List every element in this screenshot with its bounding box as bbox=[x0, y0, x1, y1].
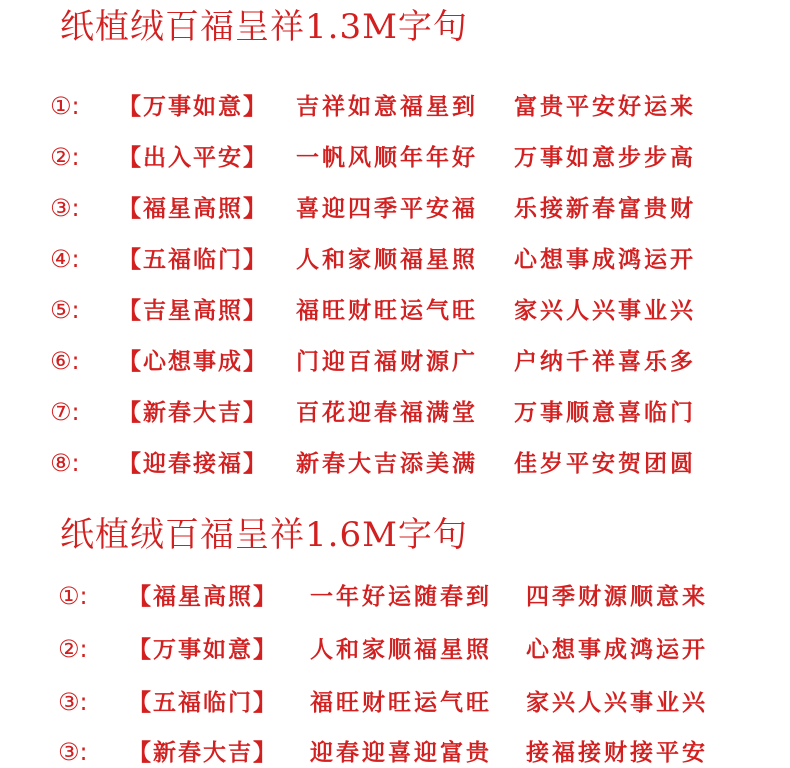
item-phrase-first: 门迎百福财源广 bbox=[296, 347, 478, 375]
item-keyword: 【五福临门】 bbox=[118, 245, 268, 273]
item-phrase-first: 人和家顺福星照 bbox=[310, 635, 492, 663]
section-title: 纸植绒百福呈祥1.3M字句 bbox=[60, 7, 468, 47]
item-phrase-second: 心想事成鸿运开 bbox=[526, 635, 708, 663]
item-phrase-second: 万事如意步步高 bbox=[514, 143, 696, 171]
item-phrase-second: 家兴人兴事业兴 bbox=[526, 688, 708, 716]
item-number: ③: bbox=[58, 738, 88, 766]
item-number: ④: bbox=[50, 245, 80, 273]
list-item bbox=[58, 633, 708, 665]
list-item bbox=[50, 243, 696, 275]
item-phrase-second: 四季财源顺意来 bbox=[526, 582, 708, 610]
item-number: ⑤: bbox=[50, 296, 80, 324]
item-number: ⑥: bbox=[50, 347, 80, 375]
item-keyword: 【心想事成】 bbox=[118, 347, 268, 375]
list-item bbox=[50, 345, 696, 377]
item-phrase-first: 一帆风顺年年好 bbox=[296, 143, 478, 171]
item-number: ⑦: bbox=[50, 398, 80, 426]
item-phrase-second: 接福接财接平安 bbox=[526, 738, 708, 766]
item-phrase-second: 万事顺意喜临门 bbox=[514, 398, 696, 426]
item-phrase-first: 百花迎春福满堂 bbox=[296, 398, 478, 426]
item-keyword: 【迎春接福】 bbox=[118, 449, 268, 477]
list-item bbox=[58, 580, 708, 612]
item-phrase-second: 家兴人兴事业兴 bbox=[514, 296, 696, 324]
item-phrase-second: 佳岁平安贺团圆 bbox=[514, 449, 696, 477]
list-item bbox=[50, 447, 696, 479]
item-keyword: 【出入平安】 bbox=[118, 143, 268, 171]
item-phrase-second: 户纳千祥喜乐多 bbox=[514, 347, 696, 375]
item-keyword: 【五福临门】 bbox=[128, 688, 278, 716]
item-number: ①: bbox=[50, 92, 80, 120]
item-phrase-first: 一年好运随春到 bbox=[310, 582, 492, 610]
item-phrase-first: 福旺财旺运气旺 bbox=[310, 688, 492, 716]
item-number: ①: bbox=[58, 582, 88, 610]
item-phrase-second: 乐接新春富贵财 bbox=[514, 194, 696, 222]
list-item bbox=[58, 736, 708, 768]
section-title: 纸植绒百福呈祥1.6M字句 bbox=[60, 515, 468, 555]
item-number: ③: bbox=[58, 688, 88, 716]
item-keyword: 【吉星高照】 bbox=[118, 296, 268, 324]
item-phrase-first: 喜迎四季平安福 bbox=[296, 194, 478, 222]
item-keyword: 【新春大吉】 bbox=[128, 738, 278, 766]
item-phrase-first: 吉祥如意福星到 bbox=[296, 92, 478, 120]
item-phrase-first: 福旺财旺运气旺 bbox=[296, 296, 478, 324]
item-keyword: 【福星高照】 bbox=[118, 194, 268, 222]
item-keyword: 【福星高照】 bbox=[128, 582, 278, 610]
list-item bbox=[50, 396, 696, 428]
item-phrase-second: 心想事成鸿运开 bbox=[514, 245, 696, 273]
item-keyword: 【万事如意】 bbox=[118, 92, 268, 120]
item-keyword: 【万事如意】 bbox=[128, 635, 278, 663]
item-phrase-first: 迎春迎喜迎富贵 bbox=[310, 738, 492, 766]
item-phrase-first: 人和家顺福星照 bbox=[296, 245, 478, 273]
list-item bbox=[50, 90, 696, 122]
item-phrase-first: 新春大吉添美满 bbox=[296, 449, 478, 477]
list-item bbox=[50, 294, 696, 326]
item-keyword: 【新春大吉】 bbox=[118, 398, 268, 426]
item-number: ②: bbox=[58, 635, 88, 663]
item-number: ②: bbox=[50, 143, 80, 171]
item-number: ③: bbox=[50, 194, 80, 222]
list-item bbox=[50, 141, 696, 173]
list-item bbox=[58, 686, 708, 718]
item-phrase-second: 富贵平安好运来 bbox=[514, 92, 696, 120]
list-item bbox=[50, 192, 696, 224]
item-number: ⑧: bbox=[50, 449, 80, 477]
